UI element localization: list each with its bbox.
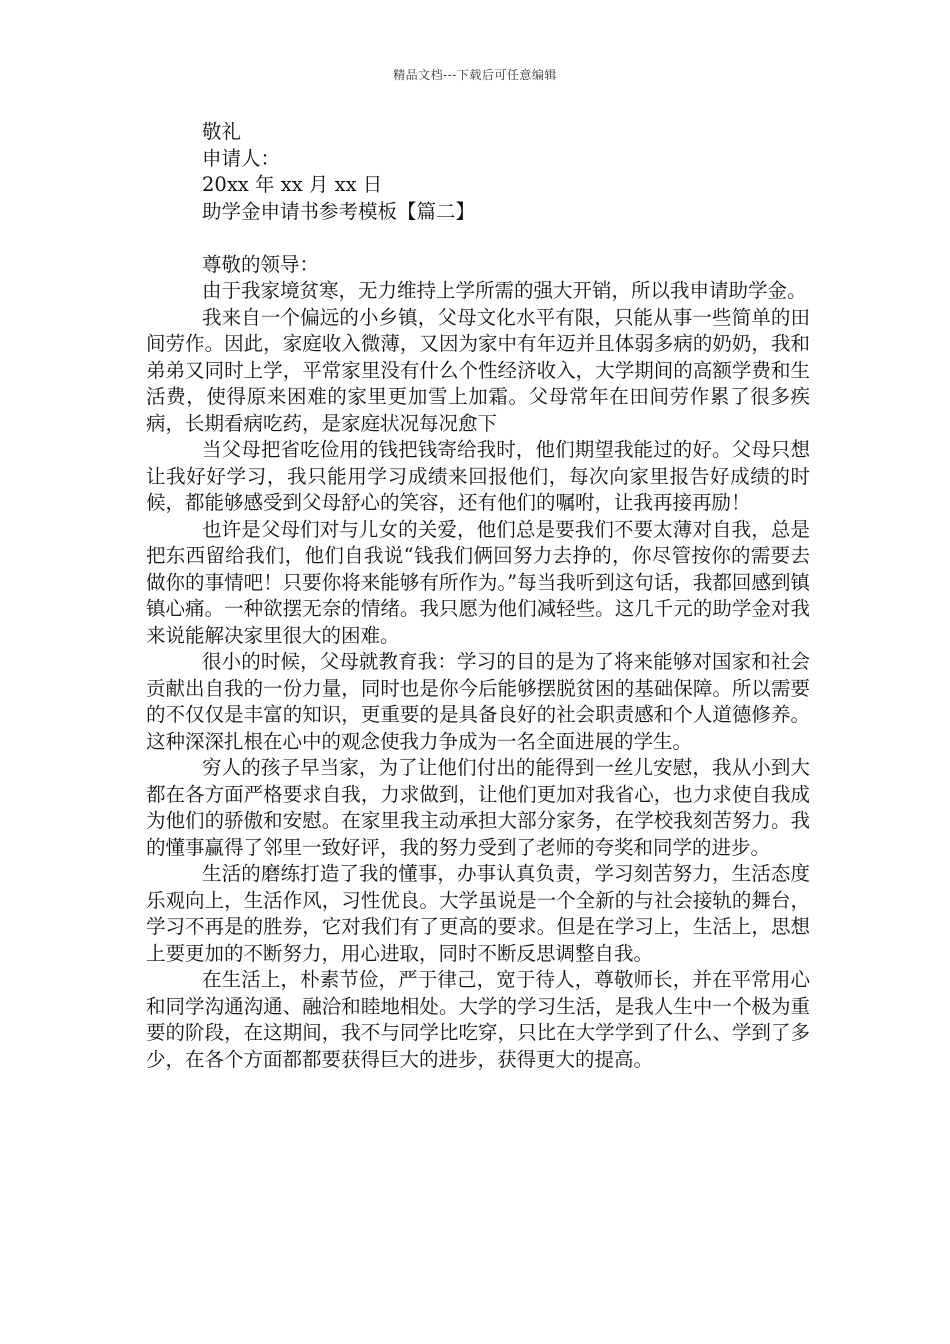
paragraph-2: 我来自一个偏远的小乡镇，父母文化水平有限，只能从事一些简单的田间劳作。因此，家庭收入微薄，又因为家中有年迈并且体弱多病的奶奶，我和弟弟又同时上学，平常家里没有什么个性经济收入，大学期间的高额学费和生活费，使得原来困难的家里更加雪上加霜。父母常年在田间劳作累了很多疾病，长期看病吃药，是家庭状况每况愈下: [146, 305, 810, 435]
document-body: [146, 119, 810, 1073]
blank-line: [146, 225, 810, 252]
application-date: 20xx 年 xx 月 xx 日: [202, 173, 383, 196]
closing-salute: 敬礼: [202, 120, 242, 143]
paragraph-1: 由于我家境贫寒，无力维持上学所需的强大开销，所以我申请助学金。: [202, 279, 807, 302]
paragraph-4: 也许是父母们对与儿女的关爱，他们总是要我们不要太薄对自我，总是把东西留给我们，他们自我说“钱我们俩回努力去挣的，你尽管按你的需要去做你的事情吧！只要你将来能够有所作为。”每当我听到这句话，我都回感到镇镇心痛。一种欲摆无奈的情绪。我只愿为他们减轻些。这几千元的助学金对我来说能解决家里很大的困难。: [146, 517, 810, 647]
page-header: 精品文档---下载后可任意编辑: [393, 68, 557, 82]
paragraph-7: 生活的磨练打造了我的懂事，办事认真负责，学习刻苦努力，生活态度乐观向上，生活作风，习性优良。大学虽说是一个全新的与社会接轨的舞台，学习不再是的胜券，它对我们有了更高的要求。但是在学习上，生活上，思想上要更加的不断努力，用心进取，同时不断反思调整自我。: [146, 862, 810, 965]
paragraph-3: 当父母把省吃俭用的钱把钱寄给我时，他们期望我能过的好。父母只想让我好好学习，我只能用学习成绩来回报他们，每次向家里报告好成绩的时候，都能够感受到父母舒心的笑容，还有他们的嘱咐，让我再接再励！: [146, 438, 810, 514]
paragraph-6: 穷人的孩子早当家，为了让他们付出的能得到一丝儿安慰，我从小到大都在各方面严格要求自我，力求做到，让他们更加对我省心，也力求使自我成为他们的骄傲和安慰。在家里我主动承担大部分家务，在学校我刻苦努力。我的懂事赢得了邻里一致好评，我的努力受到了老师的夸奖和同学的进步。: [146, 756, 810, 859]
section-title: 助学金申请书参考模板【篇二】: [202, 199, 476, 223]
applicant-label: 申请人：: [202, 146, 281, 170]
greeting: 尊敬的领导：: [202, 252, 320, 276]
paragraph-5: 很小的时候，父母就教育我：学习的目的是为了将来能够对国家和社会贡献出自我的一份力量，同时也是你今后能够摆脱贫困的基础保障。所以需要的不仅仅是丰富的知识，更重要的是具备良好的社会职责感和个人道德修养。这种深深扎根在心中的观念使我力争成为一名全面进展的学生。: [146, 650, 810, 753]
paragraph-8: 在生活上，朴素节俭，严于律己，宽于待人，尊敬师长，并在平常用心和同学沟通沟通、融洽和睦地相处。大学的学习生活，是我人生中一个极为重要的阶段，在这期间，我不与同学比吃穿，只比在大学学到了什么、学到了多少，在各个方面都都要获得巨大的进步，获得更大的提高。: [146, 968, 810, 1071]
